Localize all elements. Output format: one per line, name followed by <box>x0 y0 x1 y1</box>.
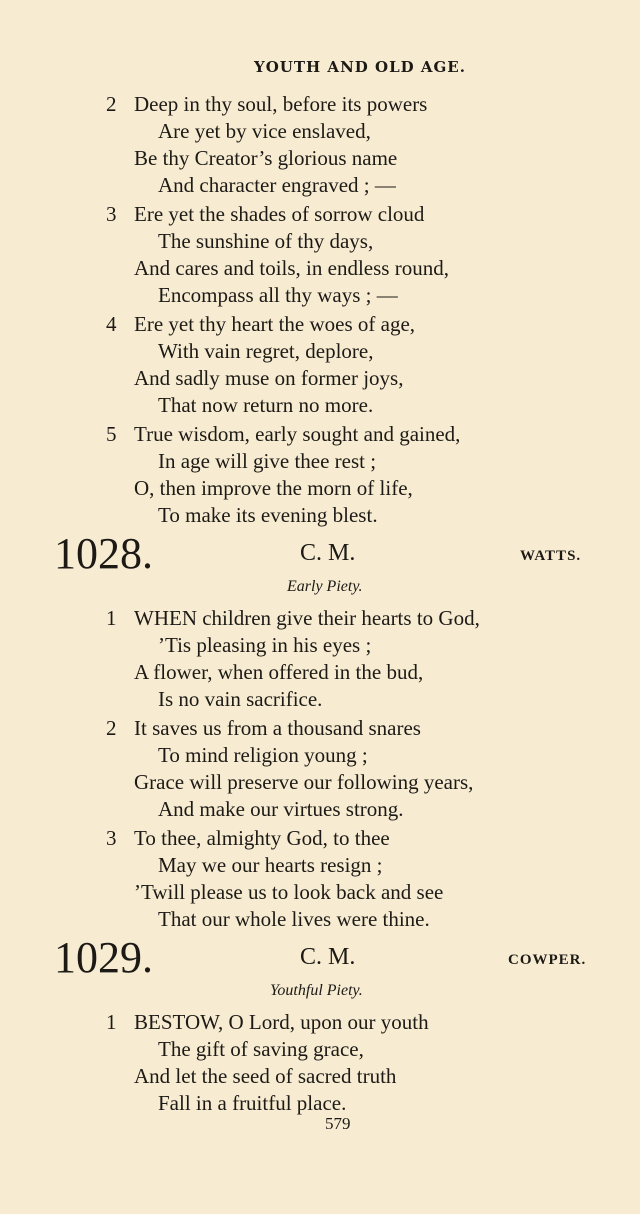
stanza-number: 1 <box>106 606 117 630</box>
verse-line: Fall in a fruitful place. <box>158 1091 347 1115</box>
stanza-number: 2 <box>106 716 117 740</box>
stanza-number: 2 <box>106 92 117 116</box>
verse-line: And cares and toils, in endless round, <box>134 256 449 280</box>
hymn-number: 1029. <box>54 933 153 982</box>
hymn-subtitle: Early Piety. <box>287 578 363 595</box>
verse-line: Ere yet thy heart the woes of age, <box>134 312 416 336</box>
verse-line: It saves us from a thousand snares <box>134 716 421 740</box>
verse-line: O, then improve the morn of life, <box>134 476 413 500</box>
verse-line: In age will give thee rest ; <box>158 449 377 473</box>
verse-line: And let the seed of sacred truth <box>134 1064 397 1088</box>
verse-line: And make our virtues strong. <box>158 797 404 821</box>
verse-line: True wisdom, early sought and gained, <box>134 422 461 446</box>
hymn-number: 1028. <box>54 529 153 578</box>
verse-line: To thee, almighty God, to thee <box>134 826 390 850</box>
hymn-author: COWPER. <box>508 952 587 968</box>
hymn-meter: C. M. <box>300 944 356 970</box>
verse-line: ’Tis pleasing in his eyes ; <box>158 633 372 657</box>
stanza-number: 3 <box>106 202 117 226</box>
hymn-subtitle: Youthful Piety. <box>270 982 363 999</box>
verse-line: WHEN children give their hearts to God, <box>134 606 480 630</box>
verse-line: And character engraved ; — <box>158 173 396 197</box>
verse-line: And sadly muse on former joys, <box>134 366 404 390</box>
verse-line: Deep in thy soul, before its powers <box>134 92 428 116</box>
verse-line: May we our hearts resign ; <box>158 853 383 877</box>
verse-line: The gift of saving grace, <box>158 1037 364 1061</box>
stanza-number: 1 <box>106 1010 117 1034</box>
verse-line: Encompass all thy ways ; — <box>158 283 398 307</box>
verse-line: ’Twill please us to look back and see <box>134 880 444 904</box>
stanza-number: 4 <box>106 312 117 336</box>
verse-line: Be thy Creator’s glorious name <box>134 146 398 170</box>
page-number: 579 <box>325 1114 351 1133</box>
verse-line: That our whole lives were thine. <box>158 907 430 931</box>
verse-line: With vain regret, deplore, <box>158 339 374 363</box>
verse-line: Grace will preserve our following years, <box>134 770 474 794</box>
verse-line: Ere yet the shades of sorrow cloud <box>134 202 425 226</box>
verse-line: That now return no more. <box>158 393 374 417</box>
verse-line: To mind religion young ; <box>158 743 368 767</box>
verse-line: BESTOW, O Lord, upon our youth <box>134 1010 429 1034</box>
hymn-author: WATTS. <box>520 548 582 564</box>
hymn-meter: C. M. <box>300 540 356 566</box>
stanza-number: 5 <box>106 422 117 446</box>
verse-line: Is no vain sacrifice. <box>158 687 323 711</box>
running-head: YOUTH AND OLD AGE. <box>254 58 466 76</box>
verse-line: The sunshine of thy days, <box>158 229 374 253</box>
verse-line: A flower, when offered in the bud, <box>134 660 424 684</box>
verse-line: Are yet by vice enslaved, <box>158 119 371 143</box>
stanza-number: 3 <box>106 826 117 850</box>
verse-line: To make its evening blest. <box>158 503 378 527</box>
